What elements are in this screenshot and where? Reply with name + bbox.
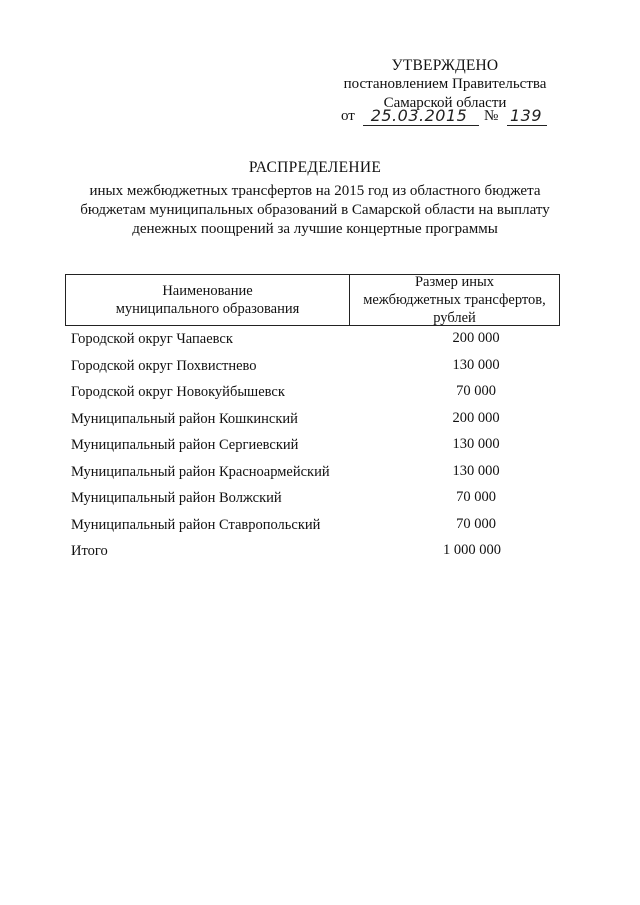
table-row [71,434,541,461]
handwritten-number: 139 [509,106,543,125]
header-col1-line1: Наименование [162,283,253,299]
row-amount: 200 000 [452,409,500,426]
table-row [71,328,541,355]
row-amount: 200 000 [452,330,500,346]
title-line-3: денежных поощрений за лучшие концертные программы [132,221,498,237]
row-amount: 70 000 [456,489,496,505]
row-amount: 130 000 [452,356,500,373]
total-amount: 1 000 000 [443,542,501,558]
date-prefix: от [341,108,355,124]
row-name: Городской округ Похвистнево [71,357,257,374]
table-row [71,514,541,541]
approved-region-line: Самарской области [383,95,507,111]
table-row [71,381,541,408]
row-name: Муниципальный район Ставропольский [71,516,321,533]
table-row [71,487,541,514]
row-name: Муниципальный район Кошкинский [71,410,298,427]
total-label: Итого [71,543,108,559]
row-name: Муниципальный район Красноармейский [71,463,330,480]
row-name: Муниципальный район Сергиевский [71,437,299,453]
row-name: Муниципальный район Волжский [71,490,282,506]
title-line-2: бюджетам муниципальных образований в Самарской области на выплату [80,202,550,218]
table-body [71,328,541,567]
date-underline [363,125,479,126]
row-amount: 70 000 [456,383,496,399]
row-name: Городской округ Новокуйбышевск [71,384,285,400]
header-col2-line2: межбюджетных трансфертов, [363,292,546,308]
approval-stamp [330,56,560,113]
row-amount: 130 000 [452,462,500,479]
number-sign: № [484,108,499,124]
approved-word: УТВЕРЖДЕНО [391,57,499,74]
approved-by-line: постановлением Правительства [343,76,547,92]
header-col1-line2: муниципального образования [115,301,300,317]
table-row [71,355,541,382]
total-row [71,540,541,567]
table-header [65,274,560,326]
table-row [71,408,541,435]
title-line-1: иных межбюджетных трансфертов на 2015 год из областного бюджета [89,183,541,199]
approval-date-line [341,108,561,130]
row-amount: 130 000 [452,436,500,452]
handwritten-date: 25.03.2015 [370,106,468,125]
row-amount: 70 000 [456,515,496,532]
header-cell-municipality [66,275,350,325]
row-name: Городской округ Чапаевск [71,331,233,347]
title-heading: РАСПРЕДЕЛЕНИЕ [248,159,382,176]
header-col2-line3: рублей [433,310,476,326]
header-cell-amount [350,275,559,325]
document-title [60,158,570,239]
table-row [71,461,541,488]
number-underline [507,125,547,126]
header-col2-line1: Размер иных [414,274,495,290]
